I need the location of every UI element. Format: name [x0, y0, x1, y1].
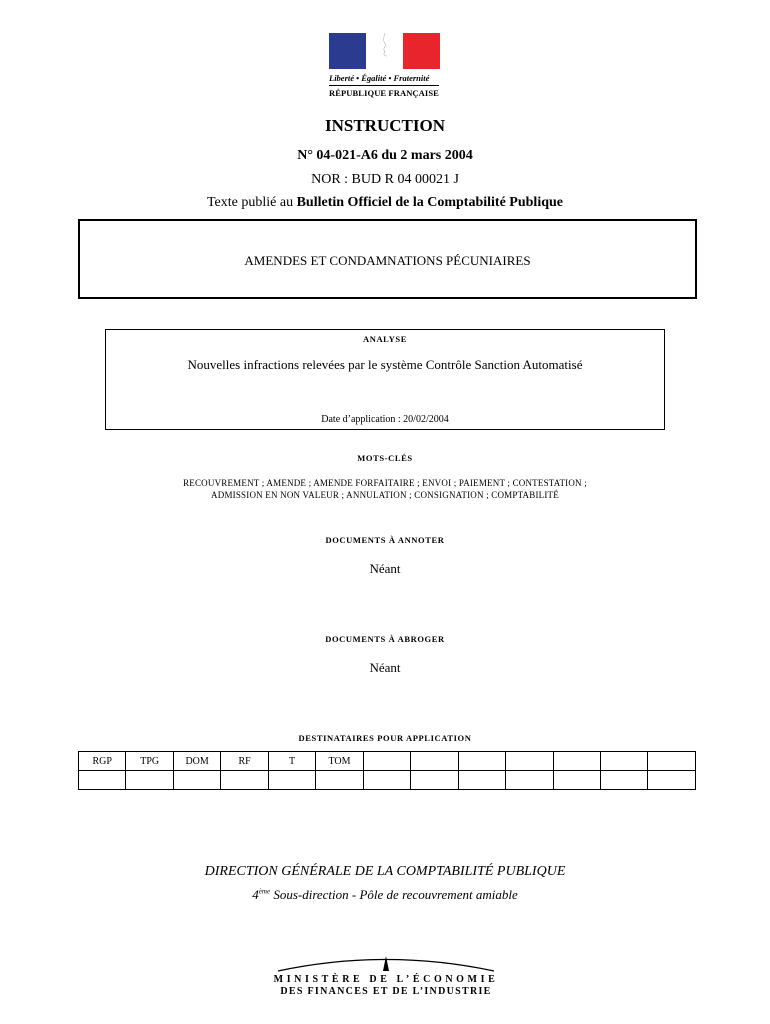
empty-cell	[363, 771, 410, 790]
empty-cell	[411, 771, 458, 790]
recipient-cell	[411, 752, 458, 771]
recipients-title: DESTINATAIRES POUR APPLICATION	[298, 733, 472, 743]
subdir-number: 4	[252, 887, 259, 902]
analyse-text: Nouvelles infractions relevées par le système Contrôle Sanction Automatisé	[187, 357, 583, 372]
subject-box	[78, 219, 697, 299]
ministry-emblem	[270, 950, 502, 997]
empty-cell	[458, 771, 505, 790]
empty-cell	[553, 771, 600, 790]
recipient-cell	[600, 752, 647, 771]
analyse-title: ANALYSE	[362, 334, 408, 344]
recipient-cell	[458, 752, 505, 771]
marianne-profile-icon	[367, 33, 403, 69]
recipient-cell: RGP	[79, 752, 126, 771]
recipients-header-row	[79, 752, 696, 771]
republic-label: RÉPUBLIQUE FRANÇAISE	[329, 88, 439, 98]
ministry-line-2: DES FINANCES ET DE L’INDUSTRIE	[280, 986, 492, 997]
flag-red-band	[403, 33, 440, 69]
recipients-empty-row	[79, 771, 696, 790]
recipients-table	[78, 751, 696, 790]
empty-cell	[648, 771, 696, 790]
ministry-line-1: MINISTÈRE DE L’ÉCONOMIE	[273, 974, 499, 985]
keywords-line-2: ADMISSION EN NON VALEUR ; ANNULATION ; CONSIGNATION ; COMPTABILITÉ	[211, 490, 559, 500]
republique-logo	[329, 33, 441, 98]
nor-reference: NOR : BUD R 04 00021 J	[311, 172, 459, 187]
sous-direction	[0, 887, 770, 903]
publication-prefix: Texte publié au	[206, 195, 297, 210]
direction-generale: DIRECTION GÉNÉRALE DE LA COMPTABILITÉ PUBLIQUE	[204, 864, 566, 879]
empty-cell	[600, 771, 647, 790]
keywords-line-1: RECOUVREMENT ; AMENDE ; AMENDE FORFAITAIRE ; ENVOI ; PAIEMENT ; CONTESTATION ;	[183, 478, 587, 488]
empty-cell	[268, 771, 315, 790]
recipient-cell: RF	[221, 752, 268, 771]
instruction-number: N° 04-021-A6 du 2 mars 2004	[297, 148, 473, 163]
motto-text: Liberté • Égalité • Fraternité	[329, 73, 430, 83]
empty-cell	[221, 771, 268, 790]
recipient-cell: DOM	[173, 752, 220, 771]
subject-text: AMENDES ET CONDAMNATIONS PÉCUNIAIRES	[244, 253, 531, 268]
recipient-cell	[506, 752, 553, 771]
logo-divider	[329, 85, 439, 86]
empty-cell	[173, 771, 220, 790]
flag-blue-band	[329, 33, 366, 69]
document-title: INSTRUCTION	[325, 116, 445, 135]
analyse-box	[105, 329, 665, 430]
publication-bulletin: Bulletin Officiel de la Comptabilité Publique	[296, 195, 563, 210]
empty-cell	[79, 771, 126, 790]
recipient-cell: TOM	[316, 752, 363, 771]
annotate-value: Néant	[369, 561, 401, 576]
annotate-title: DOCUMENTS À ANNOTER	[325, 535, 445, 545]
recipient-cell	[648, 752, 696, 771]
recipient-cell: T	[268, 752, 315, 771]
abrogate-title: DOCUMENTS À ABROGER	[325, 634, 445, 644]
french-flag-icon	[329, 33, 440, 69]
empty-cell	[126, 771, 173, 790]
recipient-cell: TPG	[126, 752, 173, 771]
recipient-cell	[553, 752, 600, 771]
empty-cell	[316, 771, 363, 790]
keywords-title: MOTS-CLÉS	[357, 453, 413, 463]
application-date: Date d’application : 20/02/2004	[321, 414, 449, 425]
abrogate-value: Néant	[369, 660, 401, 675]
recipient-cell	[363, 752, 410, 771]
subdir-sup: ème	[258, 887, 271, 896]
empty-cell	[506, 771, 553, 790]
subdir-text: Sous-direction - Pôle de recouvrement amiable	[270, 887, 518, 902]
publication-line	[0, 195, 770, 211]
ministry-arc-icon	[270, 950, 502, 972]
